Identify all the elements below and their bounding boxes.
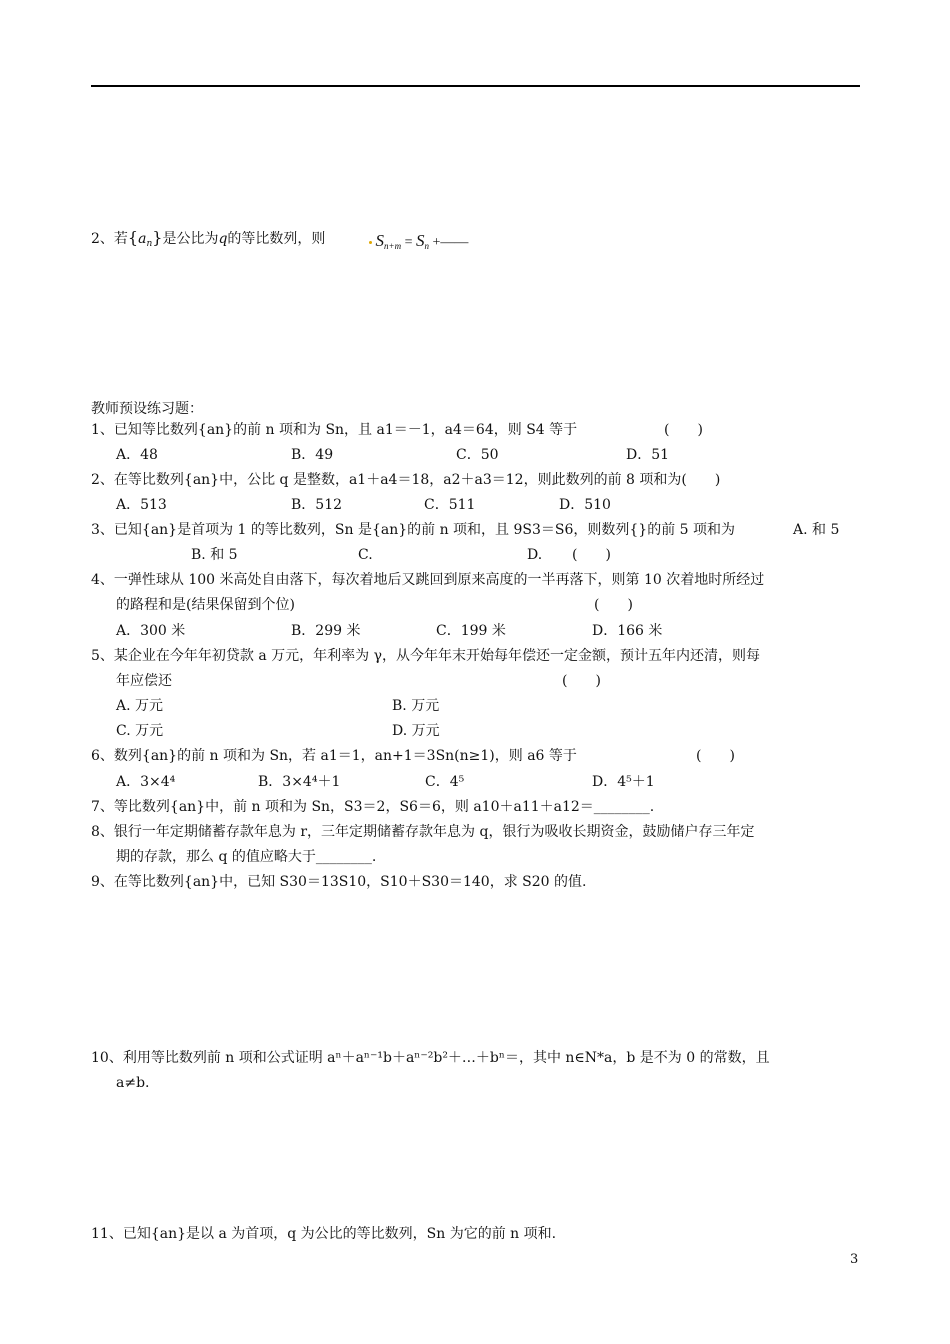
q2-line: 2、若$\{a_n\}$是公比为q的等比数列，则 [91,228,326,249]
q2-plus: +—— [428,235,469,250]
p10-line1: 10、利用等比数列前 n 项和公式证明 aⁿ＋aⁿ⁻¹b＋aⁿ⁻²b²＋…＋bⁿ＝，其中 n∈N*a，b 是不为 0 的常数，且 [91,1050,770,1066]
p9-text: 9、在等比数列{an}中，已知 S30＝13S10，S10＋S30＝140，求 S20 的值. [91,874,587,890]
p2-option-c: C．511 [424,497,476,513]
q2-s2: S [415,231,425,250]
section-heading: 教师预设练习题： [91,401,203,417]
p4-paren: ( ) [594,597,633,613]
p2-option-b: B．512 [291,497,343,513]
q2-mid: 是公比为 [162,231,219,247]
p6-option-d: D．4⁵＋1 [592,774,655,790]
p1-option-b: B．49 [291,447,334,463]
p3-option-b: B. 和 5 [191,547,238,563]
q2-prefix: 2、若 [91,231,128,247]
p1-option-d: D．51 [626,447,670,463]
p5-option-b: B. 万元 [392,698,440,714]
p5-paren: ( ) [562,673,601,689]
p1-option-a: A．48 [116,447,158,463]
p4-line1: 4、一弹性球从 100 米高处自由落下，每次着地后又跳回到原来高度的一半再落下，则第 10 次着地时所经过 [91,572,765,588]
p4-option-a: A．300 米 [116,623,186,639]
p2-option-a: A．513 [116,497,167,513]
q2-s1: S [375,231,384,250]
p5-line2: 年应偿还 [116,673,172,689]
mark-icon [369,241,372,244]
p3-text: 3、已知{an}是首项为 1 的等比数列，Sn 是{an}的前 n 项和，且 9S3＝S6，则数列{}的前 5 项和为 [91,522,736,538]
p2-option-d: D．510 [559,497,611,513]
p5-line1: 5、某企业在今年年初贷款 a 万元，年利率为 γ，从今年年末开始每年偿还一定金额，预计五年内还清，则每 [91,648,760,664]
p1-text: 1、已知等比数列{an}的前 n 项和为 Sn，且 a1＝－1，a4＝64，则 S4 等于 [91,422,578,438]
q2-set-n: n [146,239,153,249]
q2-suffix: 的等比数列，则 [227,231,326,247]
q2-s2-sub: n [424,241,429,251]
p8-line1: 8、银行一年定期储蓄存款年息为 r，三年定期储蓄存款年息为 q，银行为吸收长期资金，鼓励储户存三年定 [91,824,755,840]
p7-text: 7、等比数列{an}中，前 n 项和为 Sn，S3＝2，S6＝6，则 a10＋a11＋a12＝________. [91,799,655,815]
p5-option-c: C. 万元 [116,723,164,739]
p6-option-a: A．3×4⁴ [116,774,176,790]
p3-option-a: A. 和 5 [793,522,840,538]
p8-line2: 期的存款，那么 q 的值应略大于________. [116,849,377,865]
p11-text: 11、已知{an}是以 a 为首项，q 为公比的等比数列，Sn 为它的前 n 项和. [91,1226,557,1242]
p3-paren: ( ) [572,547,611,563]
p6-text: 6、数列{an}的前 n 项和为 Sn，若 a1＝1，an+1＝3Sn(n≥1)，则 a6 等于 [91,748,577,764]
page-number: 3 [850,1252,859,1267]
p4-option-b: B．299 米 [291,623,361,639]
q2-formula [369,231,468,251]
p2-text: 2、在等比数列{an}中，公比 q 是整数，a1＋a4＝18，a2＋a3＝12，则此数列的前 8 项和为( ) [91,472,721,488]
p4-option-c: C．199 米 [436,623,506,639]
p1-paren: ( ) [664,422,703,438]
p5-option-d: D. 万元 [392,723,440,739]
p4-option-d: D．166 米 [592,623,663,639]
q2-set-a: a [138,231,147,247]
p3-option-c: C. [358,547,373,563]
p6-option-b: B．3×4⁴＋1 [258,774,341,790]
p6-paren: ( ) [696,748,735,764]
p6-option-c: C．4⁵ [425,774,465,790]
p3-option-d: D. [527,547,543,563]
p1-option-c: C．50 [456,447,499,463]
q2-q: q [218,231,228,247]
header-rule [91,85,860,87]
p10-line2: a≠b. [116,1075,150,1091]
p4-line2: 的路程和是(结果保留到个位) [116,597,295,613]
q2-s1-sub: n+m [384,241,402,251]
p5-option-a: A. 万元 [116,698,164,714]
q2-eq: = [401,235,416,250]
